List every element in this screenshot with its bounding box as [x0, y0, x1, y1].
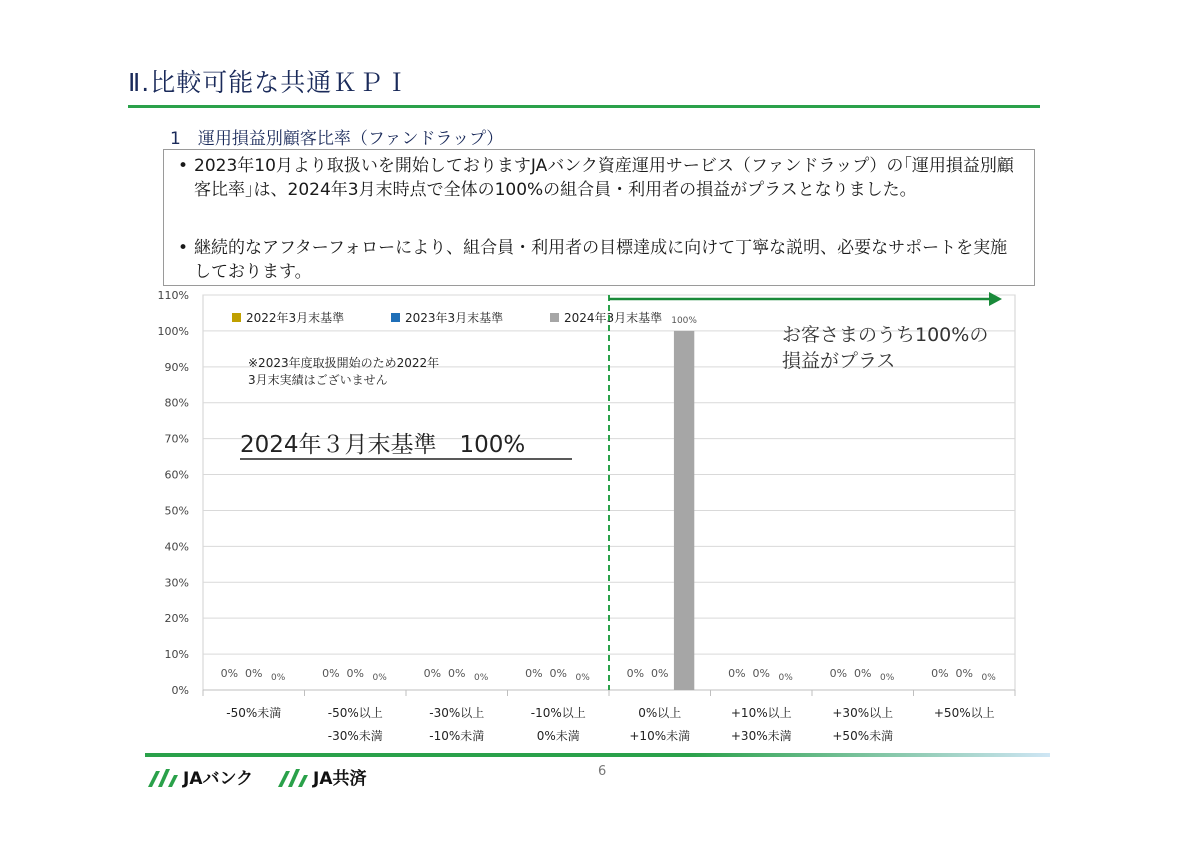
data-label: 0%: [372, 673, 387, 683]
x-tick-label: -50%未満: [226, 706, 282, 720]
legend-swatch: [232, 313, 241, 322]
x-tick-label: -10%以上: [530, 706, 586, 720]
page-number: 6: [598, 764, 607, 779]
data-label: 0%: [955, 667, 973, 680]
data-label: 0%: [245, 667, 263, 680]
ja-bank-logo: [146, 764, 253, 789]
data-label: 0%: [626, 667, 645, 680]
y-tick-label: 20%: [164, 612, 189, 626]
x-tick-label: -10%未満: [429, 729, 485, 743]
data-label: 0%: [981, 673, 996, 683]
summary-bullet-text: 2023年10月より取扱いを開始しておりますJAバンク資産運用サービス（ファンドラップ）の｢運用損益別顧客比率｣は、2024年3月末時点で全体の100%の組合員・利用者の損益がプラスとなりました。: [194, 156, 1014, 200]
x-tick-label: -30%未満: [327, 729, 383, 743]
data-label: 0%: [931, 667, 949, 680]
data-label: 0%: [346, 667, 364, 680]
ja-kyosai-logo-text: JA共済: [313, 769, 367, 789]
footer-divider: [145, 753, 1050, 757]
legend-swatch: [391, 313, 400, 322]
bullet-dot: •: [178, 238, 189, 258]
data-label: 0%: [651, 667, 669, 680]
highlight-label: 2024年３月末基準 100%: [240, 432, 526, 458]
y-tick-label: 80%: [164, 396, 189, 410]
data-label: 0%: [879, 673, 895, 683]
legend-label: 2024年3月末基準: [564, 311, 663, 325]
ja-kyosai-logo: [276, 764, 366, 789]
bar: [674, 331, 694, 690]
data-label: 0%: [854, 667, 872, 680]
ja-leaf-icon: [146, 765, 180, 789]
y-tick-label: 90%: [164, 360, 189, 374]
ja-bank-logo-text: JAバンク: [183, 769, 254, 789]
data-label: 0%: [752, 667, 770, 680]
data-label: 0%: [270, 673, 286, 683]
x-tick-label: +10%未満: [629, 729, 691, 743]
data-label: 0%: [525, 667, 543, 680]
y-tick-label: 60%: [164, 468, 189, 482]
x-tick-label: 0%未満: [536, 729, 580, 743]
data-label: 0%: [778, 673, 793, 683]
data-label: 0%: [728, 667, 746, 680]
page-title: Ⅱ.比較可能な共通ＫＰＩ: [128, 68, 411, 97]
note-text: 3月末実績はございません: [248, 373, 388, 387]
data-label: 0%: [473, 673, 489, 683]
data-label: 0%: [220, 667, 239, 680]
data-label: 0%: [829, 667, 848, 680]
data-label: 0%: [575, 673, 590, 683]
y-tick-label: 50%: [164, 504, 189, 518]
data-label: 100%: [671, 315, 697, 326]
x-tick-label: 0%以上: [638, 706, 682, 720]
y-tick-label: 110%: [157, 289, 189, 302]
ja-leaf-icon: [276, 765, 310, 789]
y-tick-label: 100%: [157, 324, 189, 338]
legend-label: 2023年3月末基準: [405, 311, 504, 325]
summary-bullet-text: 継続的なアフターフォローにより、組合員・利用者の目標達成に向けて丁寧な説明、必要なサポートを実施しております。: [194, 238, 1008, 282]
plus-annotation: お客さまのうち100%の: [782, 324, 989, 346]
x-tick-label: +30%未満: [730, 729, 792, 743]
legend-swatch: [550, 313, 559, 322]
plus-annotation: 損益がプラス: [782, 350, 896, 372]
x-tick-label: +50%以上: [933, 706, 995, 720]
note-text: ※2023年度取扱開始のため2022年: [248, 356, 440, 370]
y-tick-label: 70%: [164, 432, 189, 446]
bullet-dot: •: [178, 156, 189, 176]
y-tick-label: 40%: [164, 540, 189, 554]
y-tick-label: 10%: [164, 648, 189, 662]
x-tick-label: +30%以上: [832, 706, 894, 720]
x-tick-label: -30%以上: [429, 706, 485, 720]
x-tick-label: +10%以上: [730, 706, 792, 720]
x-tick-label: -50%以上: [327, 706, 383, 720]
y-tick-label: 30%: [164, 576, 189, 590]
legend-label: 2022年3月末基準: [246, 311, 345, 325]
data-label: 0%: [448, 667, 466, 680]
arrow-right-icon: [989, 292, 1002, 306]
y-tick-label: 0%: [171, 684, 189, 697]
section-subtitle: 1 運用損益別顧客比率（ファンドラップ）: [170, 129, 504, 149]
data-label: 0%: [423, 667, 442, 680]
x-tick-label: +50%未満: [832, 729, 894, 743]
data-label: 0%: [322, 667, 340, 680]
data-label: 0%: [549, 667, 567, 680]
